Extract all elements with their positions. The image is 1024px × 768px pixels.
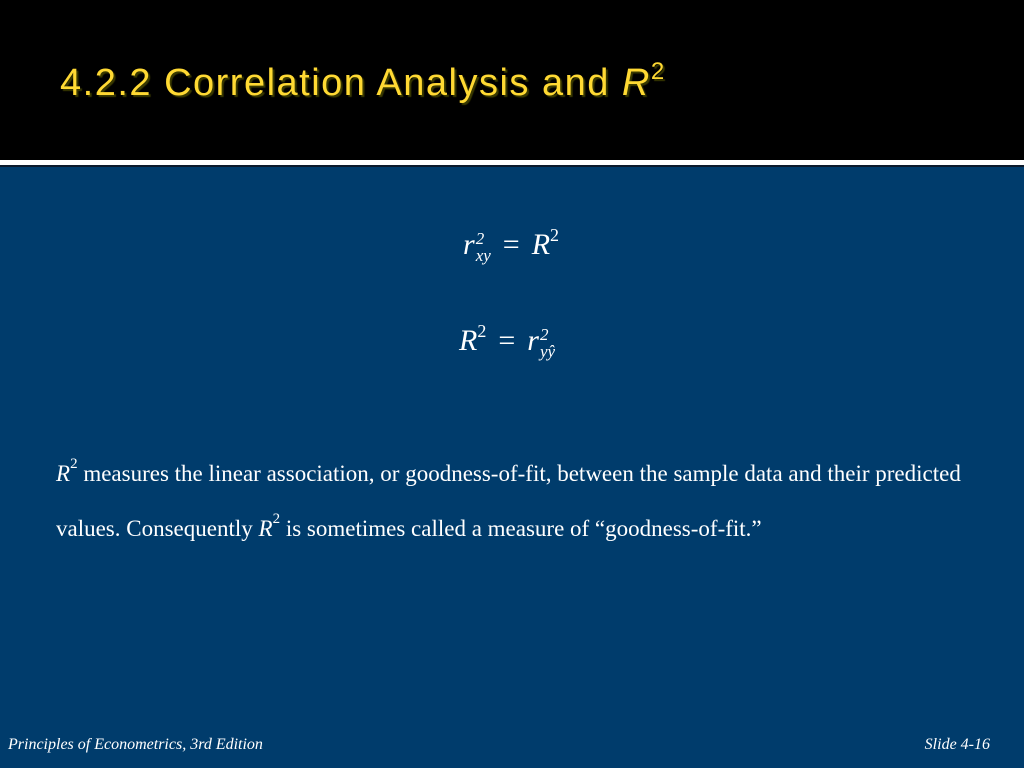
title-bar (0, 0, 1024, 160)
title-divider-shadow (0, 165, 1024, 167)
footer-slide-number: Slide 4-16 (924, 736, 990, 753)
equation-r-squared-yyhat: $R^2 = r$ 2 yŷ (459, 321, 556, 362)
slide-title: 4.2.2 Correlation Analysis and $R^2$ (60, 58, 666, 104)
equation-r-xy-squared: r 2 xy = $R^2$ (463, 225, 560, 266)
footer-book-title: Principles of Econometrics, 3rd Edition (8, 736, 263, 753)
explanation-paragraph: $R^2$ measures the linear association, or goodness-of-fit, between the sample data and their predicted values. Consequently $R^2$ is sometimes called a measure of “goodness-of-fit.” (56, 456, 961, 541)
